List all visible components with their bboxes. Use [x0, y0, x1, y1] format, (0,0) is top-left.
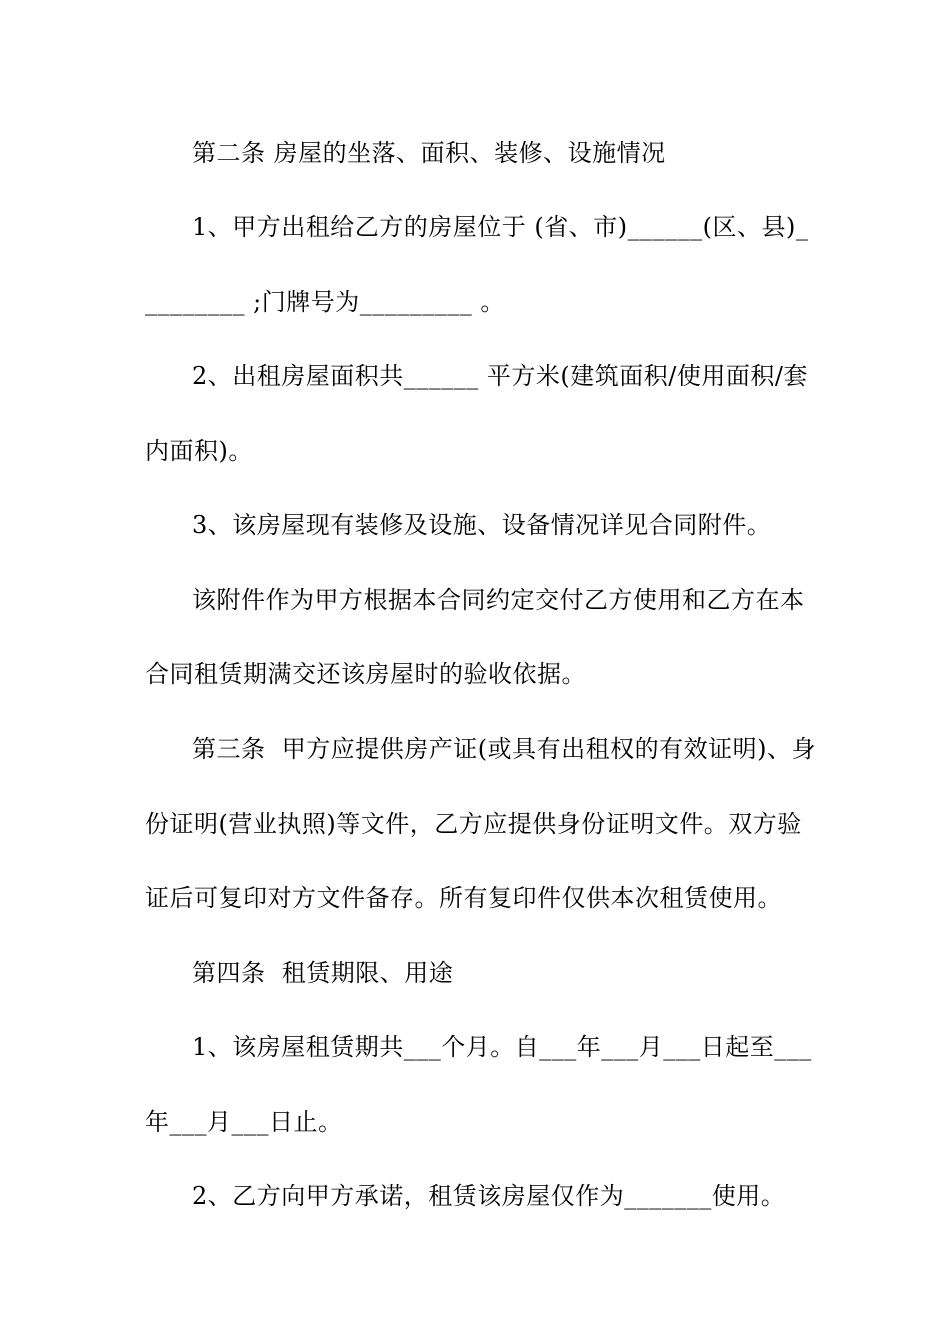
article-3-line-3: 证后可复印对方文件备存。所有复印件仅供本次租赁使用。	[145, 884, 782, 912]
article-2-heading: 第二条 房屋的坐落、面积、装修、设施情况	[192, 139, 666, 167]
article-3-line-2: 份证明(营业执照)等文件，乙方应提供身份证明文件。双方验	[145, 810, 802, 838]
article-2-item-3: 3、该房屋现有装修及设施、设备情况详见合同附件。	[192, 511, 772, 539]
article-2-item-2-line-2: 内面积)。	[145, 437, 253, 465]
article-4-item-1-line-2: 年___月___日止。	[145, 1108, 343, 1136]
attachment-paragraph-line-1: 该附件作为甲方根据本合同约定交付乙方使用和乙方在本	[192, 586, 805, 614]
article-4-item-1-line-1: 1、该房屋租赁期共___个月。自___年___月___日起至___	[192, 1033, 812, 1061]
article-4-heading: 第四条 租赁期限、用途	[192, 959, 454, 987]
article-3-line-1: 第三条 甲方应提供房产证(或具有出租权的有效证明)、身	[192, 735, 816, 763]
article-2-item-1-line-2: ________ ;门牌号为_________ 。	[145, 288, 505, 316]
article-4-item-2: 2、乙方向甲方承诺，租赁该房屋仅作为_______使用。	[192, 1182, 786, 1210]
article-2-item-1-line-1: 1、甲方出租给乙方的房屋位于 (省、市)______(区、县)_	[192, 213, 809, 241]
article-2-item-2-line-1: 2、出租房屋面积共______ 平方米(建筑面积/使用面积/套	[192, 362, 808, 390]
attachment-paragraph-line-2: 合同租赁期满交还该房屋时的验收依据。	[145, 660, 586, 688]
